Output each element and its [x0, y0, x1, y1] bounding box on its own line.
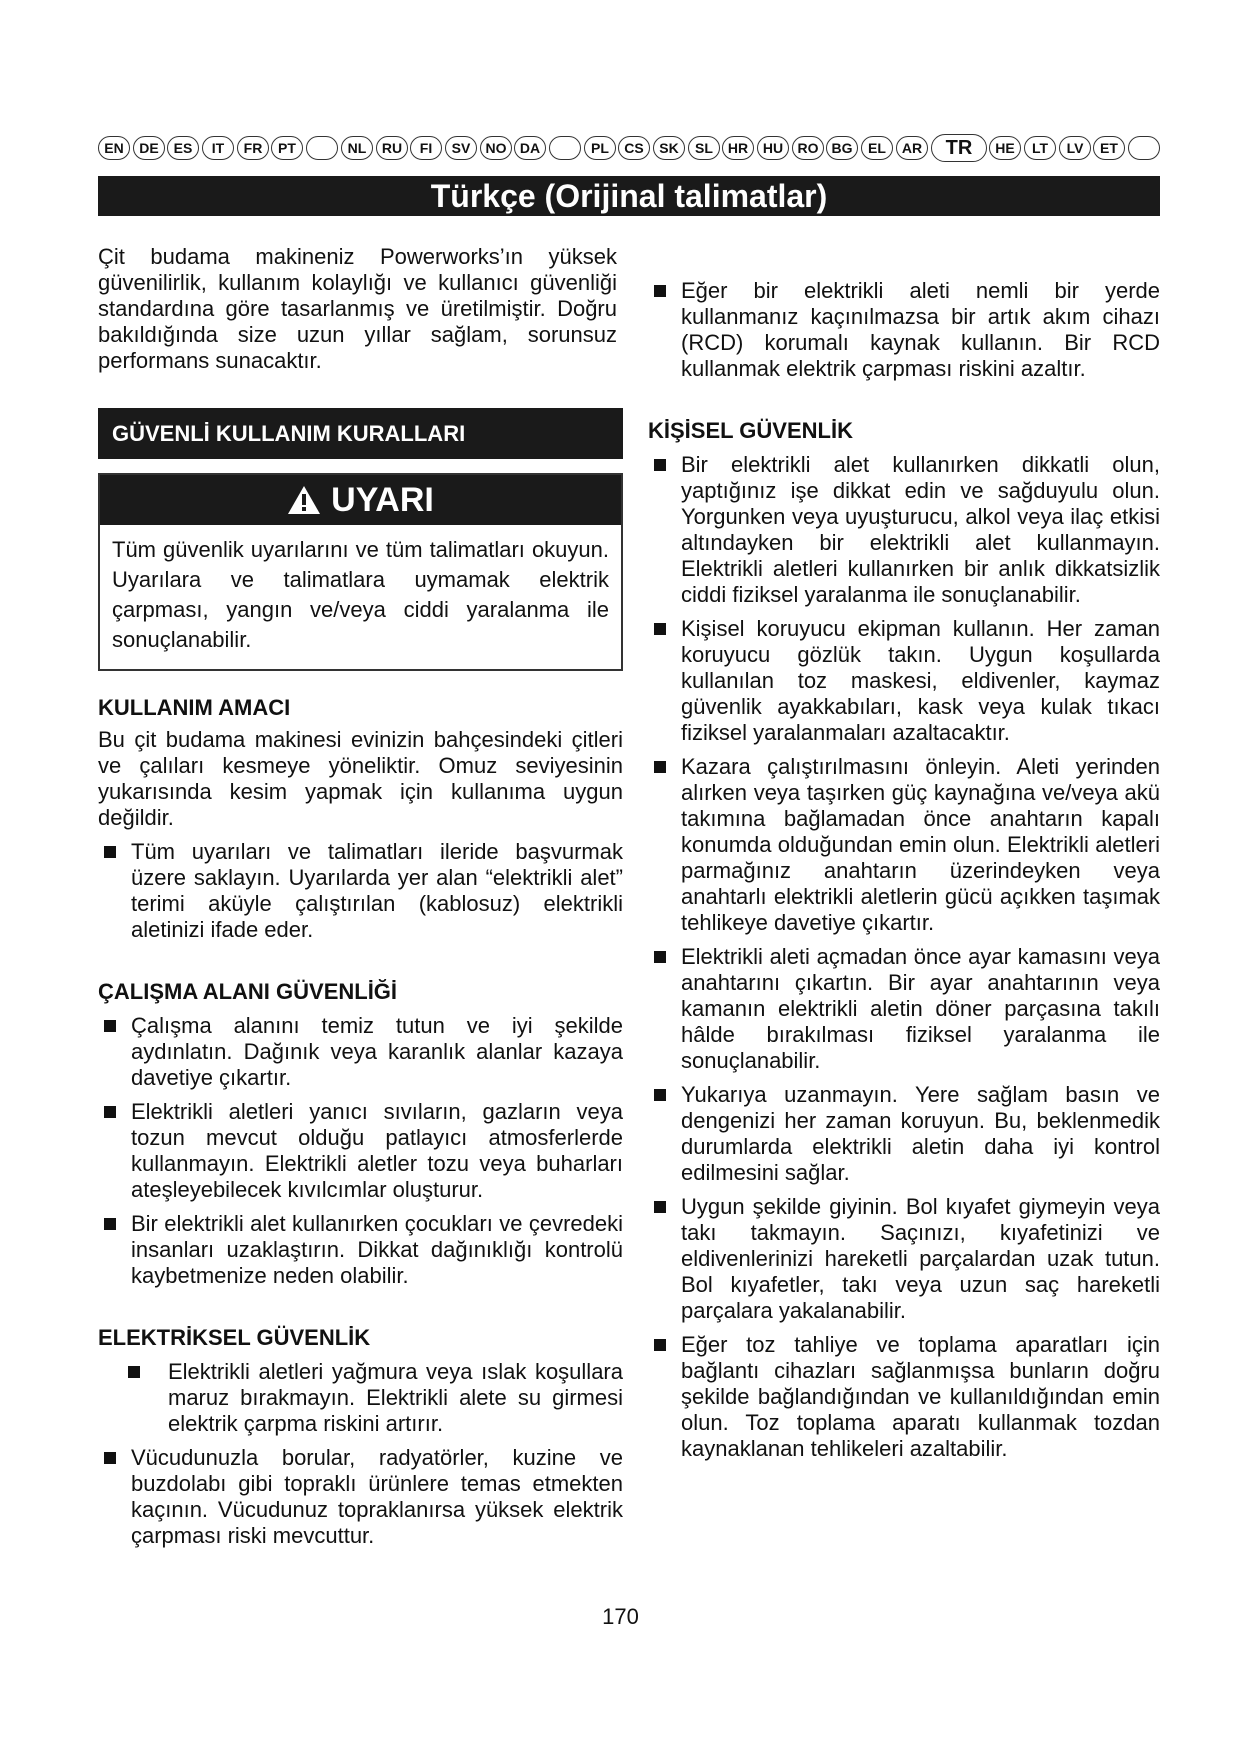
language-tab-da: DA: [514, 136, 546, 160]
left-column: [98, 244, 623, 1549]
language-tab-lt: LT: [1024, 136, 1056, 160]
list-item: Bir elektrikli alet kullanırken dikkatli olun, yaptığınız işe dikkat edin ve sağduyulu olun. Yorgunken veya uyuşturucu, alkol veya ilaç etkisi altındayken bir elektrikli alet kullanmayın. Elektrikli aletleri kullanırken bir anlık dikkatsizlik ciddi fiziksel yaralanma ile sonuçlanabilir.: [648, 452, 1160, 608]
language-tab-it: IT: [202, 136, 234, 160]
language-tab-blank: [549, 136, 581, 160]
language-tab-he: HE: [989, 136, 1021, 160]
list-item: Bir elektrikli alet kullanırken çocukları ve çevredeki insanları uzaklaştırın. Dikkat dağınıklığı kontrolü kaybetmenize neden olabilir.: [98, 1211, 623, 1289]
language-tab-fi: FI: [410, 136, 442, 160]
language-tab-en: EN: [98, 136, 130, 160]
language-tab-ar: AR: [896, 136, 928, 160]
intended-use-heading: KULLANIM AMACI: [98, 695, 291, 720]
list-item: Elektrikli aletleri yanıcı sıvıların, gazların veya tozun mevcut olduğu patlayıcı atmosferlerde kullanmayın. Elektrikli aletler tozu veya buharları ateşleyebilecek kıvılcımlar oluşturur.: [98, 1099, 623, 1203]
safe-use-heading: GÜVENLİ KULLANIM KURALLARI: [98, 408, 623, 459]
list-item: Yukarıya uzanmayın. Yere sağlam basın ve dengenizi her zaman koruyun. Bu, beklenmedik durumlarda elektrikli aletin daha iyi kontrol edilmesini sağlar.: [648, 1082, 1160, 1186]
language-tab-blank: [1128, 136, 1160, 160]
list-item: Elektrikli aletleri yağmura veya ıslak koşullara maruz bırakmayın. Elektrikli alete su girmesi elektrik çarpma riskini artırır.: [98, 1359, 623, 1437]
language-tab-el: EL: [861, 136, 893, 160]
list-item: Kazara çalıştırılmasını önleyin. Aleti yerinden alırken veya taşırken güç kaynağına ve/veya akü takımına bağlamadan önce anahtarın kapalı konumda olduğundan emin olun. Elektrikli aletleri parmağınız anahtarın üzerindeyken veya anahtarlı elektrikli aletlerin gücü açıkken taşımak tehlikeye davetiye çıkartır.: [648, 754, 1160, 936]
language-bar: [98, 134, 1160, 162]
language-tab-fr: FR: [237, 136, 269, 160]
personal-heading: KİŞİSEL GÜVENLİK: [648, 418, 853, 443]
language-tab-pl: PL: [584, 136, 616, 160]
warning-triangle-icon: [287, 485, 321, 515]
language-tab-hr: HR: [722, 136, 754, 160]
list-item: Uygun şekilde giyinin. Bol kıyafet giymeyin veya takı takmayın. Saçınızı, kıyafetinizi ve eldivenlerinizi hareketli parçalardan uzak tutun. Bol kıyafetler, takı veya uzun saç hareketli parçalara yakalanabilir.: [648, 1194, 1160, 1324]
language-tab-nl: NL: [341, 136, 373, 160]
list-item: Çalışma alanını temiz tutun ve iyi şekilde aydınlatın. Dağınık veya karanlık alanlar kazaya davetiye çıkartır.: [98, 1013, 623, 1091]
language-tab-no: NO: [480, 136, 512, 160]
electrical-heading: ELEKTRİKSEL GÜVENLİK: [98, 1325, 371, 1350]
list-item: Kişisel koruyucu ekipman kullanın. Her zaman koruyucu gözlük takın. Uygun koşullarda kullanılan toz maskesi, eldivenler, kaymaz güvenlik ayakkabıları, kask veya kulak tıkacı fiziksel yaralanmaları azaltacaktır.: [648, 616, 1160, 746]
language-tab-bg: BG: [826, 136, 858, 160]
language-tab-ru: RU: [376, 136, 408, 160]
intended-use-text: Bu çit budama makinesi evinizin bahçesindeki çitleri ve çalıları kesmeye yöneliktir. Omuz seviyesinin yukarısında kesim yapmak için kullanıma uygun değildir.: [98, 727, 623, 830]
language-tab-lv: LV: [1059, 136, 1091, 160]
right-column: [648, 244, 1160, 1462]
work-area-heading: ÇALIŞMA ALANI GÜVENLİĞİ: [98, 979, 398, 1004]
list-item: Tüm uyarıları ve talimatları ileride başvurmak üzere saklayın. Uyarılarda yer alan “elektrikli alet” terimi aküyle çalıştırılan (kablosuz) elektrikli aletinizi ifade eder.: [98, 839, 623, 943]
language-tab-blank: [306, 136, 338, 160]
page-number: 170: [602, 1604, 639, 1629]
language-tab-hu: HU: [757, 136, 789, 160]
list-item: Elektrikli aleti açmadan önce ayar kamasını veya anahtarını çıkartın. Bir ayar anahtarının veya kamanın elektrikli aletin döner parçasına takılı hâlde bırakılması fiziksel yaralanma ile sonuçlanabilir.: [648, 944, 1160, 1074]
list-item: Eğer toz tahliye ve toplama aparatları için bağlantı cihazları sağlanmışsa bunların doğru şekilde bağlandığından ve kullanıldığından emin olun. Toz toplama aparatı kullanmak tozdan kaynaklanan tehlikeleri azaltabilir.: [648, 1332, 1160, 1462]
language-tab-sl: SL: [688, 136, 720, 160]
warning-header: [100, 475, 621, 525]
language-tab-cs: CS: [618, 136, 650, 160]
list-item: Eğer bir elektrikli aleti nemli bir yerde kullanmanız kaçınılmazsa bir artık akım cihazı (RCD) korumalı kaynak kullanın. Bir RCD kullanmak elektrik çarpması riskini azaltır.: [648, 278, 1160, 382]
page-title: Türkçe (Orijinal talimatlar): [98, 176, 1160, 216]
language-tab-et: ET: [1093, 136, 1125, 160]
language-tab-sv: SV: [445, 136, 477, 160]
list-item: Vücudunuzla borular, radyatörler, kuzine ve buzdolabı gibi topraklı ürünlere temas etmekten kaçının. Vücudunuz topraklanırsa yüksek elektrik çarpması riski mevcuttur.: [98, 1445, 623, 1549]
intro-paragraph: Çit budama makineniz Powerworks’ın yüksek güvenilirlik, kullanım kolaylığı ve kullanıcı güvenliği standardına göre tasarlanmış ve üretilmiştir. Doğru bakıldığında size uzun yıllar sağlam, sorunsuz performans sunacaktır.: [98, 244, 617, 373]
language-tab-de: DE: [133, 136, 165, 160]
warning-box: [98, 473, 623, 671]
language-tab-sk: SK: [653, 136, 685, 160]
language-tab-ro: RO: [792, 136, 824, 160]
warning-text: Tüm güvenlik uyarılarını ve tüm talimatları okuyun. Uyarılara ve talimatlara uymamak elektrik çarpması, yangın ve/veya ciddi yaralanma ile sonuçlanabilir.: [112, 537, 609, 652]
language-tab-tr: TR: [931, 134, 987, 162]
warning-title: UYARI: [331, 481, 434, 519]
language-tab-es: ES: [167, 136, 199, 160]
language-tab-pt: PT: [271, 136, 303, 160]
